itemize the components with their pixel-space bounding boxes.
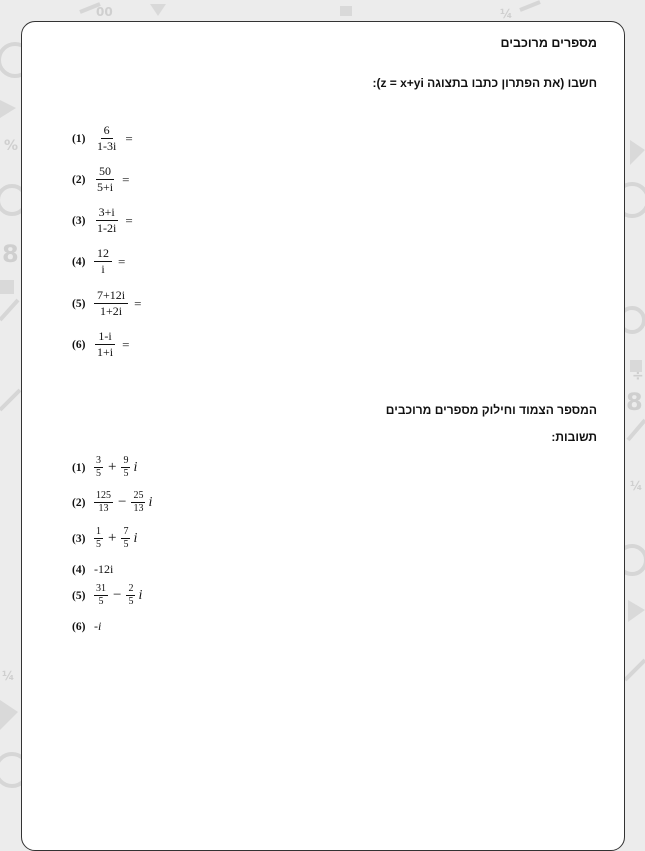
instruction-text: חשבו (את הפתרון כתבו בתצוגה z = x+yi): [372, 76, 597, 90]
equals-sign: = [122, 336, 130, 352]
denominator: 1-3i [97, 139, 117, 153]
numerator: 6 [101, 124, 113, 139]
numerator: 2 [128, 583, 134, 594]
exercise-6 [72, 330, 129, 359]
operator: − [113, 587, 122, 603]
numerator: 31 [96, 583, 106, 594]
exercise-number: (6) [72, 338, 86, 351]
answer-value: -i [94, 619, 102, 633]
imag-part-fraction [121, 456, 130, 479]
denominator: 5 [98, 596, 104, 607]
numerator: 125 [96, 490, 111, 501]
exercise-number: (1) [72, 132, 86, 145]
answer-number: (2) [72, 496, 86, 509]
answer-4 [72, 562, 113, 577]
real-part-fraction [94, 527, 103, 550]
exercise-fraction [94, 330, 116, 359]
denominator: 5+i [97, 180, 114, 194]
svg-text:¼: ¼ [2, 669, 15, 683]
denominator: 5 [123, 539, 129, 550]
exercise-fraction [94, 165, 116, 194]
denominator: 5 [128, 596, 134, 607]
section-title: המספר הצמוד וחילוק מספרים מרוכבים [385, 403, 597, 417]
denominator: i [101, 262, 105, 276]
svg-text:¼: ¼ [500, 7, 513, 21]
denominator: 5 [96, 468, 101, 479]
answer-number: (3) [72, 532, 86, 545]
answer-2 [72, 491, 152, 514]
imaginary-unit: i [133, 459, 138, 475]
equals-sign: = [122, 171, 130, 187]
exercise-number: (2) [72, 173, 86, 186]
answer-5 [72, 584, 142, 607]
operator: + [108, 459, 117, 475]
denominator: 1-2i [97, 221, 117, 235]
answer-value: -12i [94, 562, 114, 576]
numerator: 9 [123, 455, 129, 466]
imag-part-fraction [131, 491, 145, 514]
exercise-number: (5) [72, 297, 86, 310]
operator: + [108, 530, 117, 546]
denominator: 1+i [97, 345, 114, 359]
answer-1 [72, 456, 137, 479]
answer-6 [72, 619, 101, 634]
operator: − [118, 494, 127, 510]
exercise-number: (4) [72, 255, 86, 268]
imag-part-fraction [126, 584, 135, 607]
denominator: 5 [123, 468, 129, 479]
numerator: 3+i [96, 206, 118, 221]
answers-title: תשובות: [551, 430, 597, 444]
real-part-fraction [94, 584, 108, 607]
numerator: 1 [96, 526, 101, 537]
exercise-fraction [94, 289, 128, 318]
exercise-number: (3) [72, 214, 86, 227]
svg-text:8: 8 [626, 388, 643, 416]
denominator: 1+2i [100, 304, 123, 318]
exercise-fraction [94, 206, 119, 235]
denominator: 5 [96, 539, 101, 550]
exercise-3 [72, 206, 133, 235]
imaginary-unit: i [148, 494, 153, 510]
imaginary-unit: i [138, 587, 143, 603]
imag-part-fraction [121, 527, 130, 550]
equals-sign: = [118, 253, 126, 269]
numerator: 7+12i [94, 289, 128, 304]
imaginary-unit: i [133, 530, 138, 546]
exercise-4 [72, 247, 125, 276]
numerator: 7 [123, 526, 129, 537]
equals-sign: = [125, 130, 133, 146]
answer-3 [72, 527, 137, 550]
denominator: 13 [133, 503, 144, 514]
numerator: 1-i [95, 330, 114, 345]
numerator: 50 [96, 165, 114, 180]
equals-sign: = [125, 212, 133, 228]
answer-number: (1) [72, 461, 86, 474]
svg-text:÷: ÷ [632, 368, 644, 384]
svg-text:¼: ¼ [630, 479, 643, 493]
denominator: 13 [98, 503, 109, 514]
svg-text:00: 00 [96, 5, 113, 19]
exercise-2 [72, 165, 129, 194]
numerator: 12 [94, 247, 112, 262]
numerator: 25 [133, 490, 144, 501]
answer-number: (5) [72, 589, 86, 602]
svg-text:8: 8 [2, 240, 19, 268]
svg-text:%: % [4, 138, 19, 154]
exercise-1 [72, 124, 133, 153]
exercise-5 [72, 289, 141, 318]
exercise-fraction [94, 124, 119, 153]
page-title: מספרים מרוכבים [500, 36, 597, 50]
numerator: 3 [96, 455, 101, 466]
answer-number: (4) [72, 563, 86, 576]
real-part-fraction [94, 491, 113, 514]
real-part-fraction [94, 456, 103, 479]
answer-number: (6) [72, 620, 86, 633]
exercise-fraction [94, 247, 112, 276]
equals-sign: = [134, 295, 142, 311]
